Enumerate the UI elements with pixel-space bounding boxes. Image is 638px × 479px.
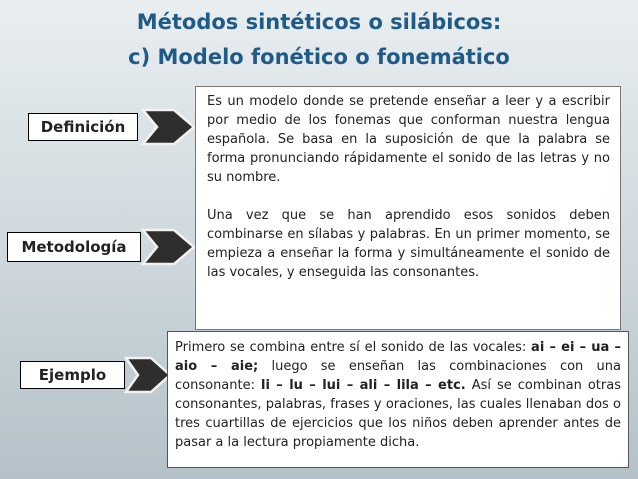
metodologia-arrow-icon [140, 224, 198, 270]
ejemplo-text-part3: Así se combinan otras consonantes, palabras, frases y oraciones, las cuales llenaban dos o tres cuartillas de ejercicios que los niños deben aprender antes de pasar a la lectura propiamente dicha. [175, 378, 621, 450]
ejemplo-box [167, 331, 629, 468]
definicion-metodologia-box [195, 86, 621, 330]
ejemplo-vowel-combos: ai – ei – ua – aio – aie; [175, 340, 621, 374]
ejemplo-label: Ejemplo [20, 361, 125, 389]
ejemplo-arrow-icon [123, 352, 173, 398]
ejemplo-consonant-combos: li – lu – lui – ali – lila – etc. [261, 378, 466, 393]
ejemplo-text-part1: Primero se combina entre sí el sonido de las vocales: [175, 340, 532, 355]
definicion-arrow-icon [140, 104, 198, 150]
slide-title-line1: Métodos sintéticos o silábicos: [136, 10, 502, 34]
definicion-text: Es un modelo donde se pretende enseñar a leer y a escribir por medio de los fonemas que conforman nuestra lengua española. Se basa en la suposición de que la palabra se forma pronunciando rápidamente el sonido de las letras y no su nombre. [207, 94, 610, 185]
metodologia-text: Una vez que se han aprendido esos sonidos deben combinarse en sílabas y palabras. En un primer momento, se empieza a enseñar la forma y simultáneamente el sonido de las vocales, y enseguida las consonantes. [207, 208, 610, 280]
definicion-label: Definición [28, 113, 138, 141]
ejemplo-text-part2: luego se enseñan las combinaciones con una consonante: [175, 359, 621, 393]
metodologia-label: Metodología [7, 232, 141, 262]
slide-title-line2: c) Modelo fonético o fonemático [128, 45, 510, 69]
ejemplo-text [175, 338, 621, 452]
